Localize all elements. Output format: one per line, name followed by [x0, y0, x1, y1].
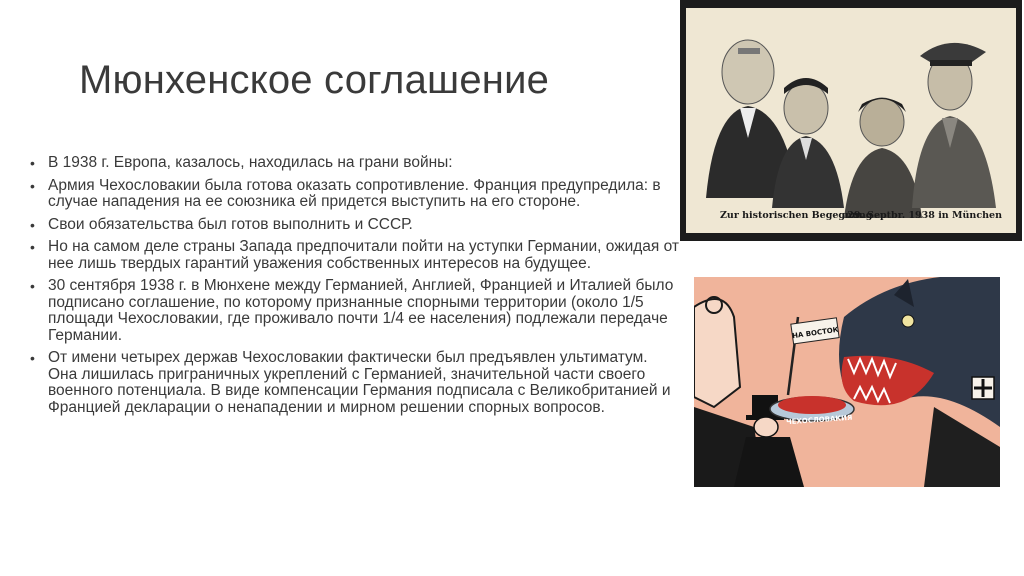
bullet-marker: •	[30, 239, 35, 255]
munich-caricature	[694, 277, 1000, 487]
bullet-text: Армия Чехословакии была готова оказать сопротивление. Франция предупредила: в случае нападения на ее союзника ей придется выступить на его стороне.	[48, 176, 661, 210]
bullet-text: В 1938 г. Европа, казалось, находилась на грани войны:	[48, 154, 453, 171]
postcard-caption-left: Zur historischen Begegnung	[720, 210, 873, 221]
caricature-plate-label: ЧЕХОСЛОВАКИЯ	[785, 413, 853, 427]
bullet-marker: •	[30, 155, 35, 171]
bullet-item	[28, 155, 680, 172]
bullet-text: Свои обязательства был готов выполнить и СССР.	[48, 215, 413, 233]
leaders-illustration	[686, 8, 1016, 233]
bullet-item	[28, 350, 680, 416]
slide-title: Мюнхенское соглашение	[79, 58, 550, 102]
bullet-marker: •	[30, 216, 35, 233]
caricature-illustration	[694, 277, 1000, 487]
bullet-item	[28, 217, 680, 234]
bullet-item	[28, 278, 680, 344]
bullet-text: Но на самом деле страны Запада предпочитали пойти на уступки Германии, ожидая от нее лишь твердых гарантий уважения собственных интересов на будущее.	[48, 238, 679, 272]
bullet-item	[28, 239, 680, 272]
bullet-marker: •	[30, 278, 35, 294]
bullet-list	[28, 155, 680, 422]
bullet-item	[28, 178, 680, 211]
munich-leaders-postcard	[680, 0, 1022, 241]
bullet-marker: •	[30, 177, 35, 194]
bullet-marker: •	[30, 350, 35, 366]
postcard-image	[686, 8, 1016, 233]
bullet-text: От имени четырех держав Чехословакии фактически был предъявлен ультиматум. Она лишилась приграничных укреплений с Германией, значительной части своего военного потенциала. В виде компенсации Германия подписала с Великобританией и Францией декларации о ненападении и мирном решении спорных вопросов.	[48, 349, 671, 416]
bullet-text: 30 сентября 1938 г. в Мюнхене между Германией, Англией, Францией и Италией было подписано соглашение, по которому признанные спорными территории (около 1/5 площади Чехословакии, где проживало почти 1/4 ее населения) подлежали передаче Германии.	[48, 277, 674, 344]
postcard-caption-right: 29. Septbr. 1938 in München	[847, 210, 1002, 221]
caricature-banner-text: НА ВОСТОК	[791, 325, 839, 341]
